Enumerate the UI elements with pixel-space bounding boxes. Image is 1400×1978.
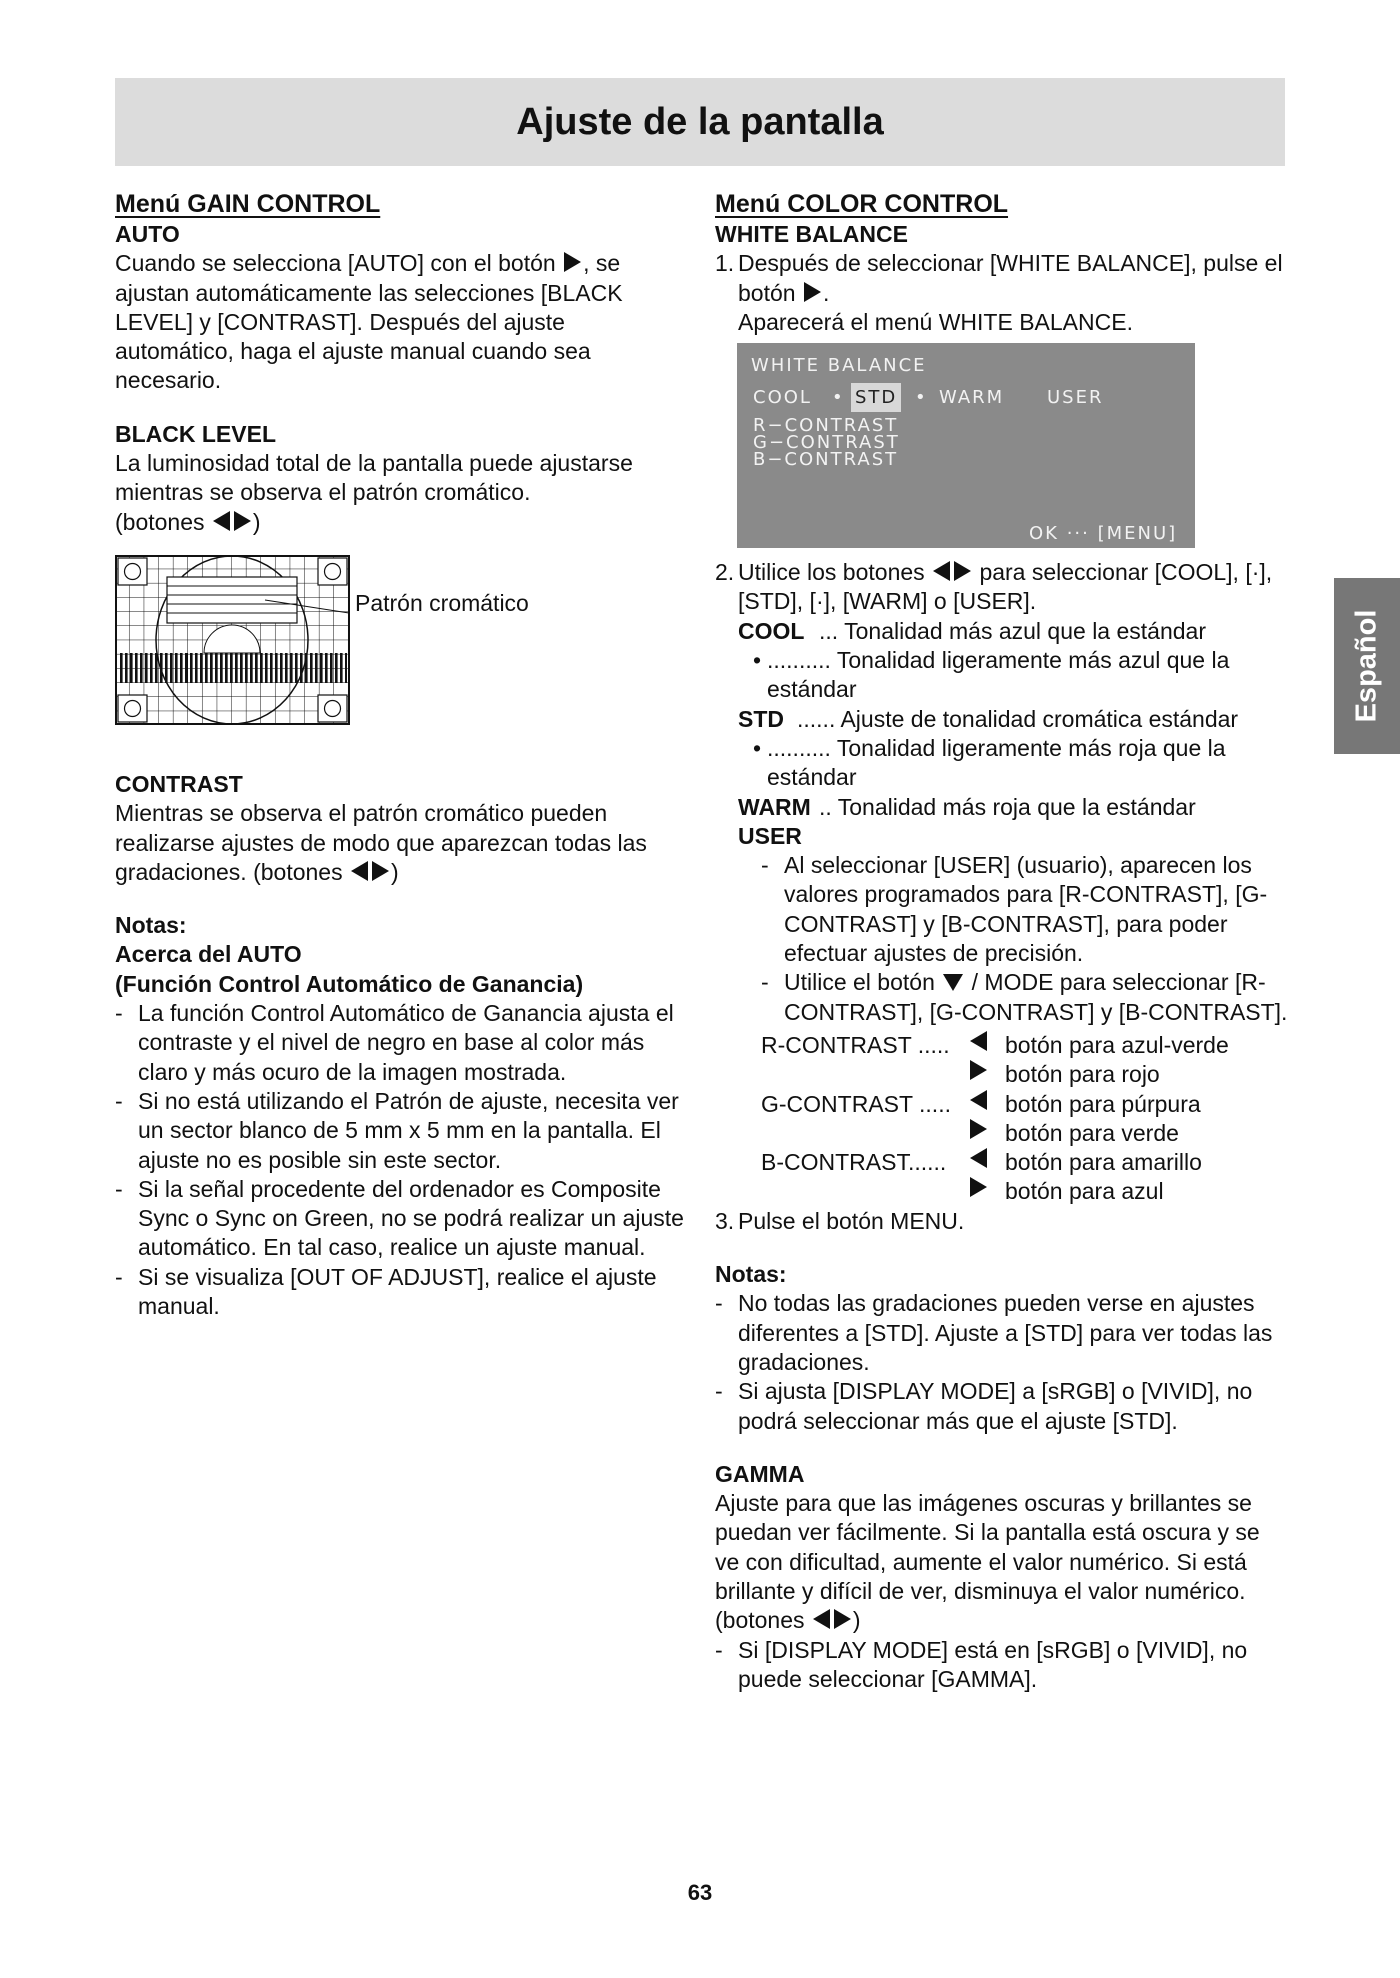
osd-option-cool: COOL xyxy=(753,387,812,409)
osd-dot: • xyxy=(915,387,928,409)
def-warm: WARM .. Tonalidad más roja que la estándar xyxy=(738,793,1196,820)
right-arrow-icon xyxy=(564,252,581,272)
language-tab-label: Español xyxy=(1350,609,1383,723)
black-level-buttons: (botones ) xyxy=(115,508,261,535)
step-2: 2. Utilice los botones para seleccionar [COOL], [·], [STD], [·], [WARM] o [USER]. xyxy=(715,559,1273,615)
g-contrast-row: G-CONTRAST ..... botón para púrpura xyxy=(761,1090,1201,1117)
right-arrow-icon xyxy=(970,1060,987,1080)
auto-heading: AUTO xyxy=(115,221,180,247)
note-item: - Si la señal procedente del ordenador es Composite Sync o Sync on Green, no se podrá realizar un ajuste automático. En tal caso, realice un ajuste manual. xyxy=(115,1175,684,1261)
title-bar xyxy=(115,78,1285,166)
contrast-text: Mientras se observa el patrón cromático pueden realizarse ajustes de modo que aparezcan todas las gradaciones. (botones ) xyxy=(115,800,647,885)
b-contrast-row-2: botón para azul xyxy=(715,1177,1290,1206)
gamma-heading: GAMMA xyxy=(715,1460,805,1487)
osd-option-std: STD xyxy=(851,383,901,412)
right-arrow-icon xyxy=(372,861,389,881)
black-level-text: La luminosidad total de la pantalla puede ajustarse mientras se observa el patrón cromático. xyxy=(115,450,633,506)
left-arrow-icon xyxy=(970,1031,987,1051)
r-contrast-row: R-CONTRAST ..... botón para azul-verde xyxy=(761,1031,1229,1058)
left-arrow-icon xyxy=(213,511,230,531)
notes-heading: Notas: xyxy=(115,912,187,939)
b-contrast-row: B-CONTRAST...... botón para amarillo xyxy=(761,1149,1202,1176)
left-arrow-icon xyxy=(933,561,950,581)
color-control-title: Menú COLOR CONTROL xyxy=(715,190,1009,218)
osd-g-contrast: G−CONTRAST xyxy=(753,432,900,454)
note-item: - Si ajusta [DISPLAY MODE] a [sRGB] o [VIVID], no podrá seleccionar más que el ajuste [STD]. xyxy=(715,1378,1253,1434)
pattern-label: Patrón cromático xyxy=(355,589,529,616)
g-contrast-row-2: botón para verde xyxy=(715,1119,1290,1148)
def-dot-1: • .......... Tonalidad ligeramente más azul que la estándar xyxy=(753,647,1230,703)
gain-control-title: Menú GAIN CONTROL xyxy=(115,190,381,218)
osd-b-contrast: B−CONTRAST xyxy=(753,449,899,471)
black-level-heading: BLACK LEVEL xyxy=(115,420,276,447)
left-column xyxy=(115,188,685,1321)
user-heading: USER xyxy=(738,822,802,849)
def-dot-2: • .......... Tonalidad ligeramente más roja que la estándar xyxy=(753,734,1226,791)
note-item: - No todas las gradaciones pueden verse en ajustes diferentes a [STD]. Ajuste a [STD] para ver todas las gradaciones. xyxy=(715,1290,1273,1375)
color-pattern-figure xyxy=(115,551,685,746)
step-3: 3. Pulse el botón MENU. xyxy=(715,1207,965,1234)
left-arrow-icon xyxy=(813,1609,830,1629)
gamma-text: Ajuste para que las imágenes oscuras y brillantes se puedan ver fácilmente. Si la pantalla está oscura y se ve con dificultad, aumente el valor numérico. Si está brillante y difícil de ver, disminuya el valor numérico. (botones ) xyxy=(715,1490,1260,1634)
osd-title: WHITE BALANCE xyxy=(751,355,927,377)
white-balance-osd xyxy=(737,343,1195,548)
contrast-table xyxy=(715,1031,1290,1207)
page-title: Ajuste de la pantalla xyxy=(516,101,884,143)
osd-dot: • xyxy=(832,387,845,409)
gamma-note: - Si [DISPLAY MODE] está en [sRGB] o [VIVID], no puede seleccionar [GAMMA]. xyxy=(715,1636,1248,1692)
osd-option-user: USER xyxy=(1047,387,1104,409)
right-arrow-icon xyxy=(804,282,821,302)
right-arrow-icon xyxy=(970,1119,987,1139)
osd-option-warm: WARM xyxy=(939,387,1005,409)
right-arrow-icon xyxy=(234,511,251,531)
notes-subheading-2: (Función Control Automático de Ganancia) xyxy=(115,970,584,997)
contrast-heading: CONTRAST xyxy=(115,770,243,797)
osd-ok-menu: OK ··· [MENU] xyxy=(1029,523,1178,545)
user-note: - Al seleccionar [USER] (usuario), aparecen los valores programados para [R-CONTRAST], [G-CONTRAST] y [B-CONTRAST], para poder efectuar ajustes de precisión. xyxy=(761,852,1268,967)
down-arrow-icon xyxy=(943,974,963,991)
def-cool: COOL ... Tonalidad más azul que la estándar xyxy=(738,617,1206,644)
notes-subheading: Acerca del AUTO xyxy=(115,941,302,968)
note-item: - La función Control Automático de Ganancia ajusta el contraste y el nivel de negro en base al color más claro y más ocuro de la imagen mostrada. xyxy=(115,1000,674,1085)
right-arrow-icon xyxy=(954,561,971,581)
def-std: STD ...... Ajuste de tonalidad cromática estándar xyxy=(738,705,1239,732)
page-number: 63 xyxy=(687,1880,713,1905)
right-arrow-icon xyxy=(834,1609,851,1629)
white-balance-heading: WHITE BALANCE xyxy=(715,221,908,247)
note-item: - Si no está utilizando el Patrón de ajuste, necesita ver un sector blanco de 5 mm x 5 mm en la pantalla. El ajuste no es posible sin este sector. xyxy=(115,1087,679,1173)
step-1: 1. Después de seleccionar [WHITE BALANCE], pulse el botón . Aparecerá el menú WHITE BALANCE. xyxy=(715,250,1283,335)
left-arrow-icon xyxy=(970,1090,987,1110)
color-pattern-image xyxy=(115,555,350,725)
language-tab xyxy=(1334,578,1400,754)
osd-r-contrast: R−CONTRAST xyxy=(753,415,899,437)
notes-heading-right: Notas: xyxy=(715,1261,787,1288)
r-contrast-row-2: botón para rojo xyxy=(715,1060,1290,1089)
left-arrow-icon xyxy=(970,1148,987,1168)
user-note: - Utilice el botón / MODE para seleccionar [R-CONTRAST], [G-CONTRAST] y [B-CONTRAST]. xyxy=(761,969,1288,1025)
right-column xyxy=(715,188,1290,1694)
note-item: - Si se visualiza [OUT OF ADJUST], realice el ajuste manual. xyxy=(115,1263,657,1320)
right-arrow-icon xyxy=(970,1177,987,1197)
auto-text: Cuando se selecciona [AUTO] con el botón , se ajustan automáticamente las selecciones [BLACK LEVEL] y [CONTRAST]. Después del ajuste automático, haga el ajuste manual cuando sea necesario. xyxy=(115,250,623,394)
left-arrow-icon xyxy=(351,861,368,881)
